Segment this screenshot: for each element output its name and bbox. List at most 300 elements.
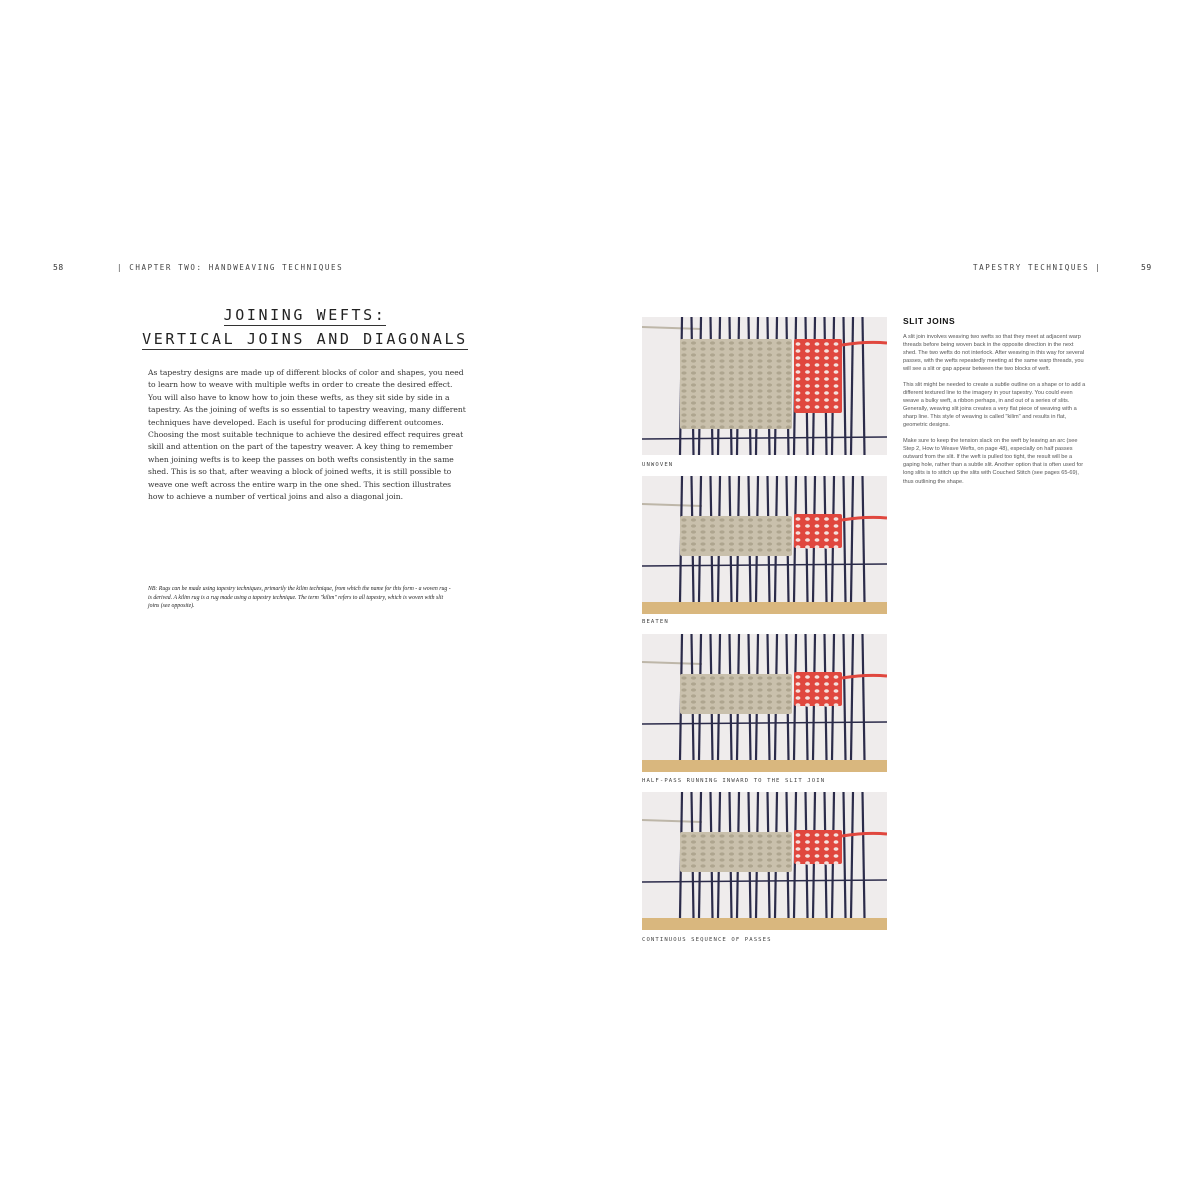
weave-knot — [700, 524, 705, 527]
weave-knot — [691, 864, 696, 867]
weave-knot — [700, 688, 705, 691]
weave-knot — [700, 359, 705, 362]
weave-knot — [681, 524, 686, 527]
weave-knot — [691, 548, 696, 551]
weave-knot — [710, 401, 715, 404]
weave-knot — [681, 419, 686, 422]
weave-knot — [681, 700, 686, 703]
weave-knot — [748, 530, 753, 533]
title-line-1: JOINING WEFTS: — [223, 306, 387, 324]
weave-knot — [776, 548, 781, 551]
weave-gap — [834, 524, 839, 528]
weave-knot — [786, 401, 791, 404]
weave-knot — [757, 536, 762, 539]
weave-knot — [767, 864, 772, 867]
weave-knot — [729, 401, 734, 404]
weave-knot — [729, 530, 734, 533]
weave-knot — [691, 419, 696, 422]
weave-knot — [729, 694, 734, 697]
weave-gap — [815, 405, 820, 409]
weave-knot — [681, 425, 686, 428]
weave-knot — [748, 548, 753, 551]
weave-knot — [681, 706, 686, 709]
weave-knot — [691, 524, 696, 527]
weave-knot — [719, 530, 724, 533]
weave-knot — [748, 840, 753, 843]
weave-knot — [786, 530, 791, 533]
weave-knot — [757, 548, 762, 551]
beige-weft-block — [680, 674, 792, 714]
weave-knot — [691, 858, 696, 861]
weave-knot — [719, 676, 724, 679]
weave-knot — [757, 389, 762, 392]
weave-knot — [681, 413, 686, 416]
weave-knot — [700, 706, 705, 709]
weave-knot — [719, 688, 724, 691]
weave-gap — [834, 861, 839, 865]
weave-gap — [815, 840, 820, 844]
weave-knot — [738, 706, 743, 709]
weave-knot — [767, 371, 772, 374]
beige-weft-block — [680, 516, 792, 556]
weave-knot — [710, 694, 715, 697]
weave-knot — [786, 864, 791, 867]
weave-knot — [748, 834, 753, 837]
weave-knot — [767, 383, 772, 386]
weave-gap — [824, 847, 829, 851]
weave-knot — [710, 858, 715, 861]
weave-knot — [776, 682, 781, 685]
weave-knot — [681, 840, 686, 843]
weave-knot — [767, 700, 772, 703]
weave-knot — [719, 347, 724, 350]
weave-knot — [719, 846, 724, 849]
weave-knot — [710, 425, 715, 428]
weave-gap — [834, 689, 839, 693]
weave-knot — [767, 359, 772, 362]
weave-knot — [786, 542, 791, 545]
weave-gap — [815, 356, 820, 360]
loom-bar — [642, 918, 887, 930]
weave-gap — [815, 384, 820, 388]
weave-gap — [824, 391, 829, 395]
weave-knot — [700, 425, 705, 428]
weave-knot — [681, 530, 686, 533]
weave-knot — [776, 347, 781, 350]
weave-knot — [729, 359, 734, 362]
weave-knot — [776, 518, 781, 521]
weave-knot — [748, 676, 753, 679]
weave-knot — [748, 341, 753, 344]
weave-knot — [786, 852, 791, 855]
weave-gap — [834, 517, 839, 521]
weave-knot — [729, 682, 734, 685]
weave-knot — [719, 548, 724, 551]
weave-gap — [805, 682, 810, 686]
weave-knot — [776, 700, 781, 703]
weave-knot — [710, 365, 715, 368]
weave-knot — [681, 542, 686, 545]
weave-knot — [681, 518, 686, 521]
weave-knot — [700, 419, 705, 422]
weave-knot — [710, 419, 715, 422]
title-line-2: VERTICAL JOINS AND DIAGONALS — [142, 330, 468, 348]
weave-knot — [700, 548, 705, 551]
weave-knot — [748, 536, 753, 539]
weave-knot — [729, 706, 734, 709]
weave-knot — [767, 858, 772, 861]
weave-gap — [805, 840, 810, 844]
weave-knot — [786, 413, 791, 416]
weave-knot — [738, 682, 743, 685]
weave-knot — [786, 377, 791, 380]
weave-knot — [719, 518, 724, 521]
weave-gap — [805, 833, 810, 837]
weave-knot — [719, 353, 724, 356]
weave-knot — [757, 858, 762, 861]
weave-knot — [767, 365, 772, 368]
weave-gap — [824, 696, 829, 700]
weave-knot — [786, 694, 791, 697]
weave-gap — [824, 377, 829, 381]
weave-knot — [748, 542, 753, 545]
weave-gap — [796, 861, 801, 865]
weave-knot — [729, 676, 734, 679]
weave-gap — [824, 384, 829, 388]
weave-knot — [729, 858, 734, 861]
weave-knot — [786, 389, 791, 392]
weave-gap — [796, 370, 801, 374]
weave-gap — [796, 517, 801, 521]
weave-gap — [824, 370, 829, 374]
weave-gap — [796, 696, 801, 700]
weave-knot — [700, 530, 705, 533]
beige-weft-block — [680, 339, 792, 429]
weave-knot — [710, 846, 715, 849]
weave-knot — [729, 846, 734, 849]
weave-gap — [796, 689, 801, 693]
weave-knot — [710, 383, 715, 386]
weave-knot — [748, 377, 753, 380]
caption-unwoven: UNWOVEN — [642, 462, 674, 468]
weave-knot — [738, 548, 743, 551]
weave-knot — [786, 524, 791, 527]
weave-gap — [805, 349, 810, 353]
weave-knot — [757, 407, 762, 410]
weave-knot — [776, 377, 781, 380]
weave-gap — [796, 545, 801, 549]
weave-knot — [719, 407, 724, 410]
weave-gap — [796, 377, 801, 381]
weave-knot — [681, 846, 686, 849]
weave-gap — [824, 398, 829, 402]
weave-gap — [805, 847, 810, 851]
weave-gap — [805, 342, 810, 346]
weave-gap — [834, 675, 839, 679]
footnote: NB: Rugs can be made using tapestry techniques, primarily the kilim technique, from which the name for this form - a woven rug - is derived. A kilim rug is a rug made using a tapestry technique. The term "kilim" refers to all tapestry, which is woven with slit joins (see opposite). — [148, 586, 451, 610]
weave-gap — [805, 356, 810, 360]
weave-knot — [757, 840, 762, 843]
weave-knot — [719, 840, 724, 843]
weave-knot — [776, 353, 781, 356]
weave-knot — [700, 542, 705, 545]
weave-gap — [815, 363, 820, 367]
weave-knot — [681, 365, 686, 368]
weave-knot — [757, 542, 762, 545]
weave-knot — [710, 548, 715, 551]
weave-knot — [681, 371, 686, 374]
weave-knot — [738, 518, 743, 521]
weave-knot — [681, 536, 686, 539]
weave-knot — [738, 676, 743, 679]
weave-knot — [776, 840, 781, 843]
weave-knot — [776, 413, 781, 416]
weave-gap — [815, 349, 820, 353]
weave-knot — [729, 389, 734, 392]
weave-gap — [815, 675, 820, 679]
weave-knot — [700, 365, 705, 368]
weave-knot — [786, 518, 791, 521]
weave-knot — [738, 347, 743, 350]
weave-knot — [776, 852, 781, 855]
weave-knot — [710, 407, 715, 410]
weave-knot — [719, 542, 724, 545]
weave-knot — [681, 858, 686, 861]
weave-gap — [824, 363, 829, 367]
weave-knot — [738, 536, 743, 539]
weave-knot — [729, 383, 734, 386]
weave-gap — [824, 689, 829, 693]
weave-knot — [700, 341, 705, 344]
weave-knot — [786, 682, 791, 685]
weave-knot — [786, 359, 791, 362]
weave-gap — [834, 349, 839, 353]
weave-knot — [700, 536, 705, 539]
weave-gap — [815, 524, 820, 528]
weave-gap — [796, 342, 801, 346]
caption-half-pass: HALF-PASS RUNNING INWARD TO THE SLIT JOIN — [642, 778, 826, 784]
weave-gap — [834, 847, 839, 851]
weave-knot — [738, 846, 743, 849]
weave-knot — [757, 864, 762, 867]
weave-gap — [824, 854, 829, 858]
weave-knot — [738, 694, 743, 697]
weave-gap — [815, 847, 820, 851]
weave-gap — [805, 538, 810, 542]
weave-gap — [796, 854, 801, 858]
weave-gap — [834, 682, 839, 686]
weave-knot — [748, 694, 753, 697]
weave-knot — [691, 377, 696, 380]
right-running-head: TAPESTRY TECHNIQUES | — [973, 263, 1102, 272]
weave-knot — [786, 676, 791, 679]
weave-knot — [757, 834, 762, 837]
weave-knot — [691, 407, 696, 410]
weave-knot — [757, 682, 762, 685]
weave-gap — [805, 854, 810, 858]
weave-gap — [796, 405, 801, 409]
weave-knot — [681, 377, 686, 380]
weave-knot — [729, 864, 734, 867]
weave-knot — [700, 413, 705, 416]
weave-knot — [738, 419, 743, 422]
weave-gap — [805, 703, 810, 707]
weave-knot — [776, 530, 781, 533]
weave-gap — [834, 545, 839, 549]
weave-knot — [767, 524, 772, 527]
weave-knot — [757, 347, 762, 350]
weave-knot — [748, 353, 753, 356]
loom-bar — [642, 760, 887, 772]
weave-knot — [776, 395, 781, 398]
weave-knot — [776, 542, 781, 545]
section-subhead: SLIT JOINS — [903, 316, 956, 326]
weave-gap — [805, 370, 810, 374]
weave-knot — [757, 395, 762, 398]
weave-knot — [700, 840, 705, 843]
weave-knot — [710, 377, 715, 380]
weave-knot — [748, 858, 753, 861]
weave-knot — [729, 840, 734, 843]
weave-knot — [786, 858, 791, 861]
weave-knot — [691, 676, 696, 679]
weave-knot — [719, 401, 724, 404]
weave-gap — [824, 405, 829, 409]
beige-weft-block — [680, 832, 792, 872]
weave-knot — [719, 700, 724, 703]
weave-knot — [748, 425, 753, 428]
left-folio: 58 — [53, 263, 64, 272]
weave-knot — [748, 706, 753, 709]
weave-knot — [767, 706, 772, 709]
weave-knot — [710, 530, 715, 533]
weave-knot — [757, 365, 762, 368]
weave-knot — [767, 688, 772, 691]
weave-knot — [681, 694, 686, 697]
weave-knot — [786, 706, 791, 709]
weave-knot — [700, 700, 705, 703]
weave-knot — [748, 524, 753, 527]
weave-knot — [786, 347, 791, 350]
weave-knot — [691, 688, 696, 691]
weave-knot — [738, 852, 743, 855]
weave-knot — [738, 413, 743, 416]
weave-knot — [710, 518, 715, 521]
weave-knot — [700, 395, 705, 398]
weave-knot — [719, 365, 724, 368]
weave-knot — [748, 383, 753, 386]
weave-knot — [776, 688, 781, 691]
weave-knot — [757, 341, 762, 344]
weave-gap — [796, 398, 801, 402]
weave-knot — [767, 401, 772, 404]
weave-knot — [729, 419, 734, 422]
weave-knot — [738, 425, 743, 428]
weave-gap — [815, 517, 820, 521]
weave-knot — [691, 395, 696, 398]
weave-knot — [786, 371, 791, 374]
weave-knot — [719, 834, 724, 837]
weave-knot — [776, 536, 781, 539]
weave-knot — [710, 524, 715, 527]
weave-knot — [719, 419, 724, 422]
weave-gap — [834, 854, 839, 858]
weave-knot — [691, 425, 696, 428]
weave-gap — [824, 531, 829, 535]
weave-knot — [767, 840, 772, 843]
left-running-head: | CHAPTER TWO: HANDWEAVING TECHNIQUES — [117, 263, 344, 272]
weave-knot — [757, 518, 762, 521]
weave-knot — [776, 694, 781, 697]
weave-knot — [767, 419, 772, 422]
weave-knot — [729, 518, 734, 521]
weave-gap — [824, 538, 829, 542]
weave-gap — [815, 833, 820, 837]
photo-unwoven — [642, 317, 887, 455]
caption-continuous: CONTINUOUS SEQUENCE OF PASSES — [642, 937, 772, 943]
weave-knot — [729, 425, 734, 428]
weave-knot — [748, 359, 753, 362]
weave-gap — [824, 342, 829, 346]
weave-knot — [776, 365, 781, 368]
weave-gap — [796, 349, 801, 353]
weave-gap — [815, 538, 820, 542]
weave-knot — [776, 407, 781, 410]
weave-knot — [757, 359, 762, 362]
weave-knot — [748, 413, 753, 416]
page-title — [135, 303, 475, 351]
weave-knot — [786, 383, 791, 386]
weave-gap — [805, 531, 810, 535]
weave-knot — [681, 852, 686, 855]
weave-knot — [681, 389, 686, 392]
weave-knot — [729, 852, 734, 855]
weave-knot — [691, 341, 696, 344]
weave-knot — [681, 347, 686, 350]
weave-knot — [700, 353, 705, 356]
weave-gap — [796, 524, 801, 528]
weave-knot — [700, 694, 705, 697]
weave-knot — [776, 858, 781, 861]
weave-knot — [757, 694, 762, 697]
weave-gap — [824, 517, 829, 521]
weave-knot — [767, 341, 772, 344]
weave-knot — [786, 407, 791, 410]
weave-knot — [719, 694, 724, 697]
weave-knot — [729, 413, 734, 416]
loom-bar — [642, 602, 887, 614]
weave-gap — [834, 377, 839, 381]
weave-gap — [805, 384, 810, 388]
weave-gap — [824, 545, 829, 549]
weave-knot — [786, 548, 791, 551]
weave-gap — [796, 840, 801, 844]
weave-knot — [748, 852, 753, 855]
weave-knot — [681, 688, 686, 691]
weave-knot — [710, 840, 715, 843]
weave-knot — [738, 389, 743, 392]
caption-beaten: BEATEN — [642, 619, 669, 625]
weave-knot — [786, 341, 791, 344]
weave-knot — [691, 371, 696, 374]
weave-knot — [729, 407, 734, 410]
weave-knot — [767, 676, 772, 679]
weave-knot — [786, 688, 791, 691]
weave-gap — [824, 840, 829, 844]
weave-knot — [710, 706, 715, 709]
weave-knot — [738, 365, 743, 368]
weave-knot — [681, 353, 686, 356]
